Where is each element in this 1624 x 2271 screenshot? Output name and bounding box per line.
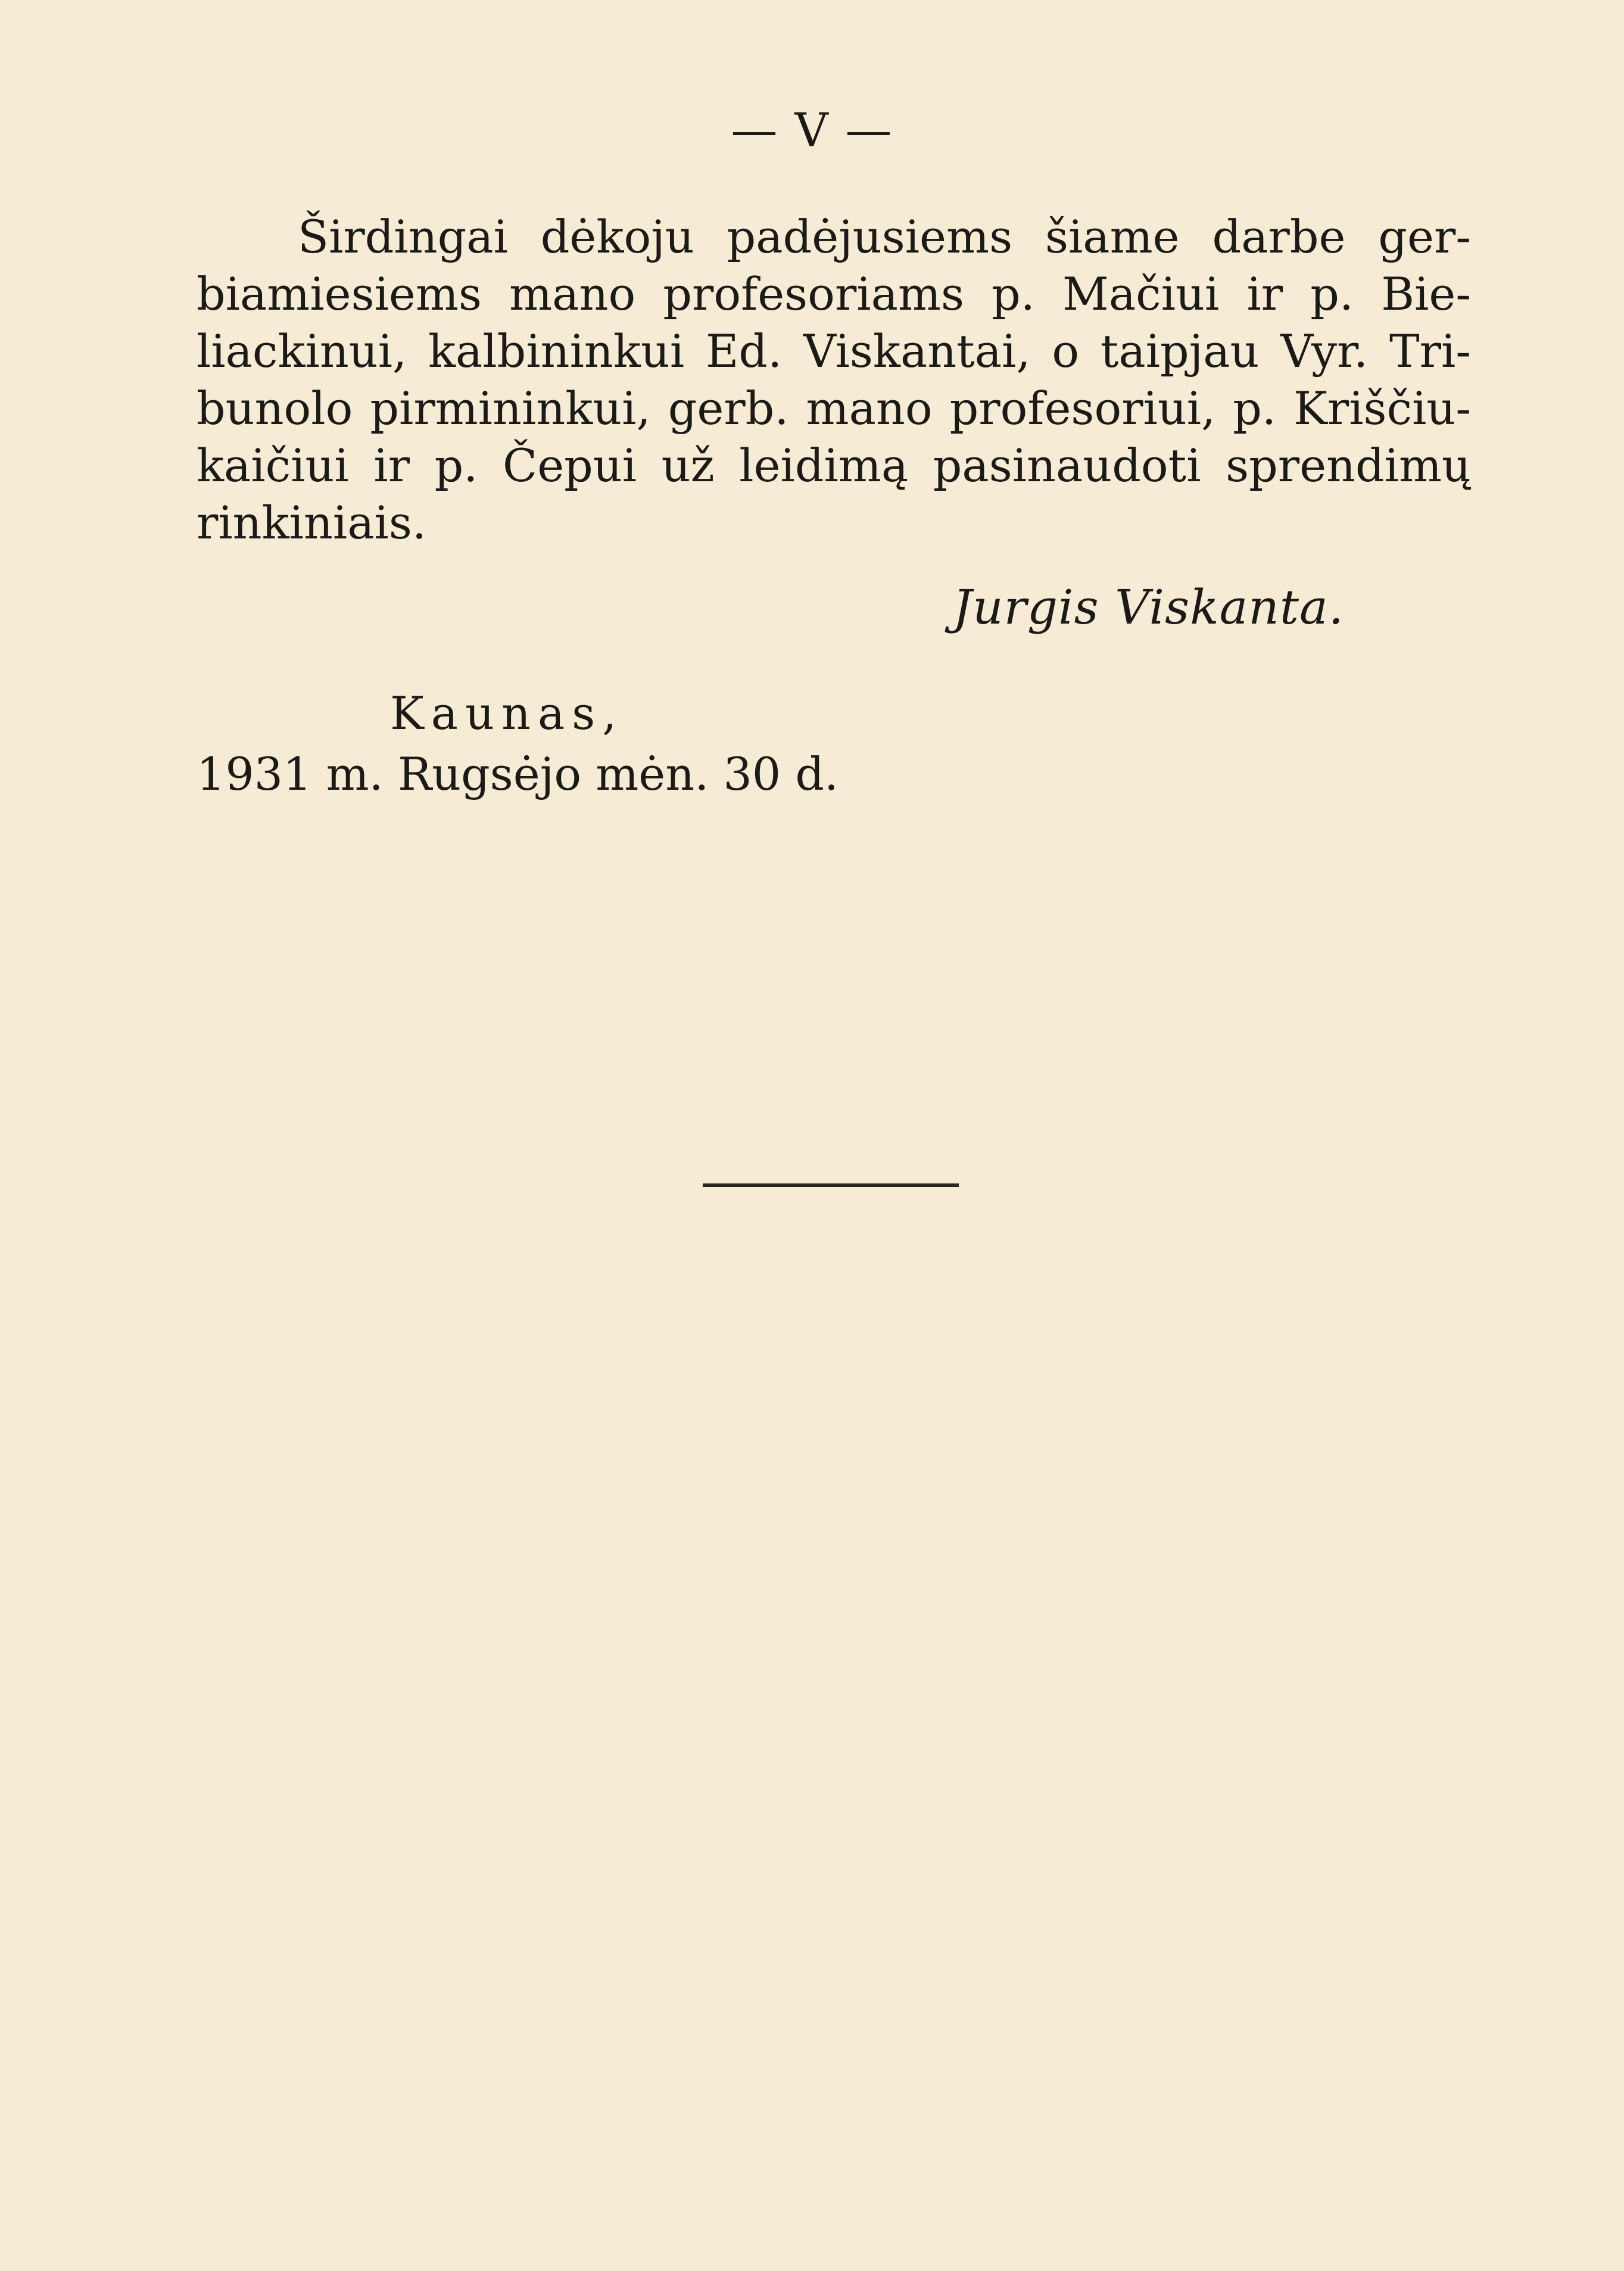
paragraph-line: rinkiniais. [197,496,426,549]
paragraph-line: kaičiui ir p. Čepui už leidimą pasinaudoti sprendimų [197,439,1471,492]
paragraph-line: biamiesiems mano profesoriams p. Mačiui ir p. Bie- [197,267,1471,320]
place-line: Kaunas, [390,687,624,740]
paragraph-line: liackinui, kalbininkui Ed. Viskantai, o taipjau Vyr. Tri- [197,325,1471,378]
page-number: — V — [731,104,893,157]
acknowledgement-paragraph [197,208,1471,552]
section-divider [703,1183,959,1187]
author-signature: Jurgis Viskanta. [953,580,1345,635]
date-line: 1931 m. Rugsėjo mėn. 30 d. [197,747,839,800]
paragraph-line: Širdingai dėkoju padėjusiems šiame darbe ger- [298,210,1471,263]
paragraph-line: bunolo pirmininkui, gerb. mano profesoriui, p. Kriščiu- [197,382,1471,435]
